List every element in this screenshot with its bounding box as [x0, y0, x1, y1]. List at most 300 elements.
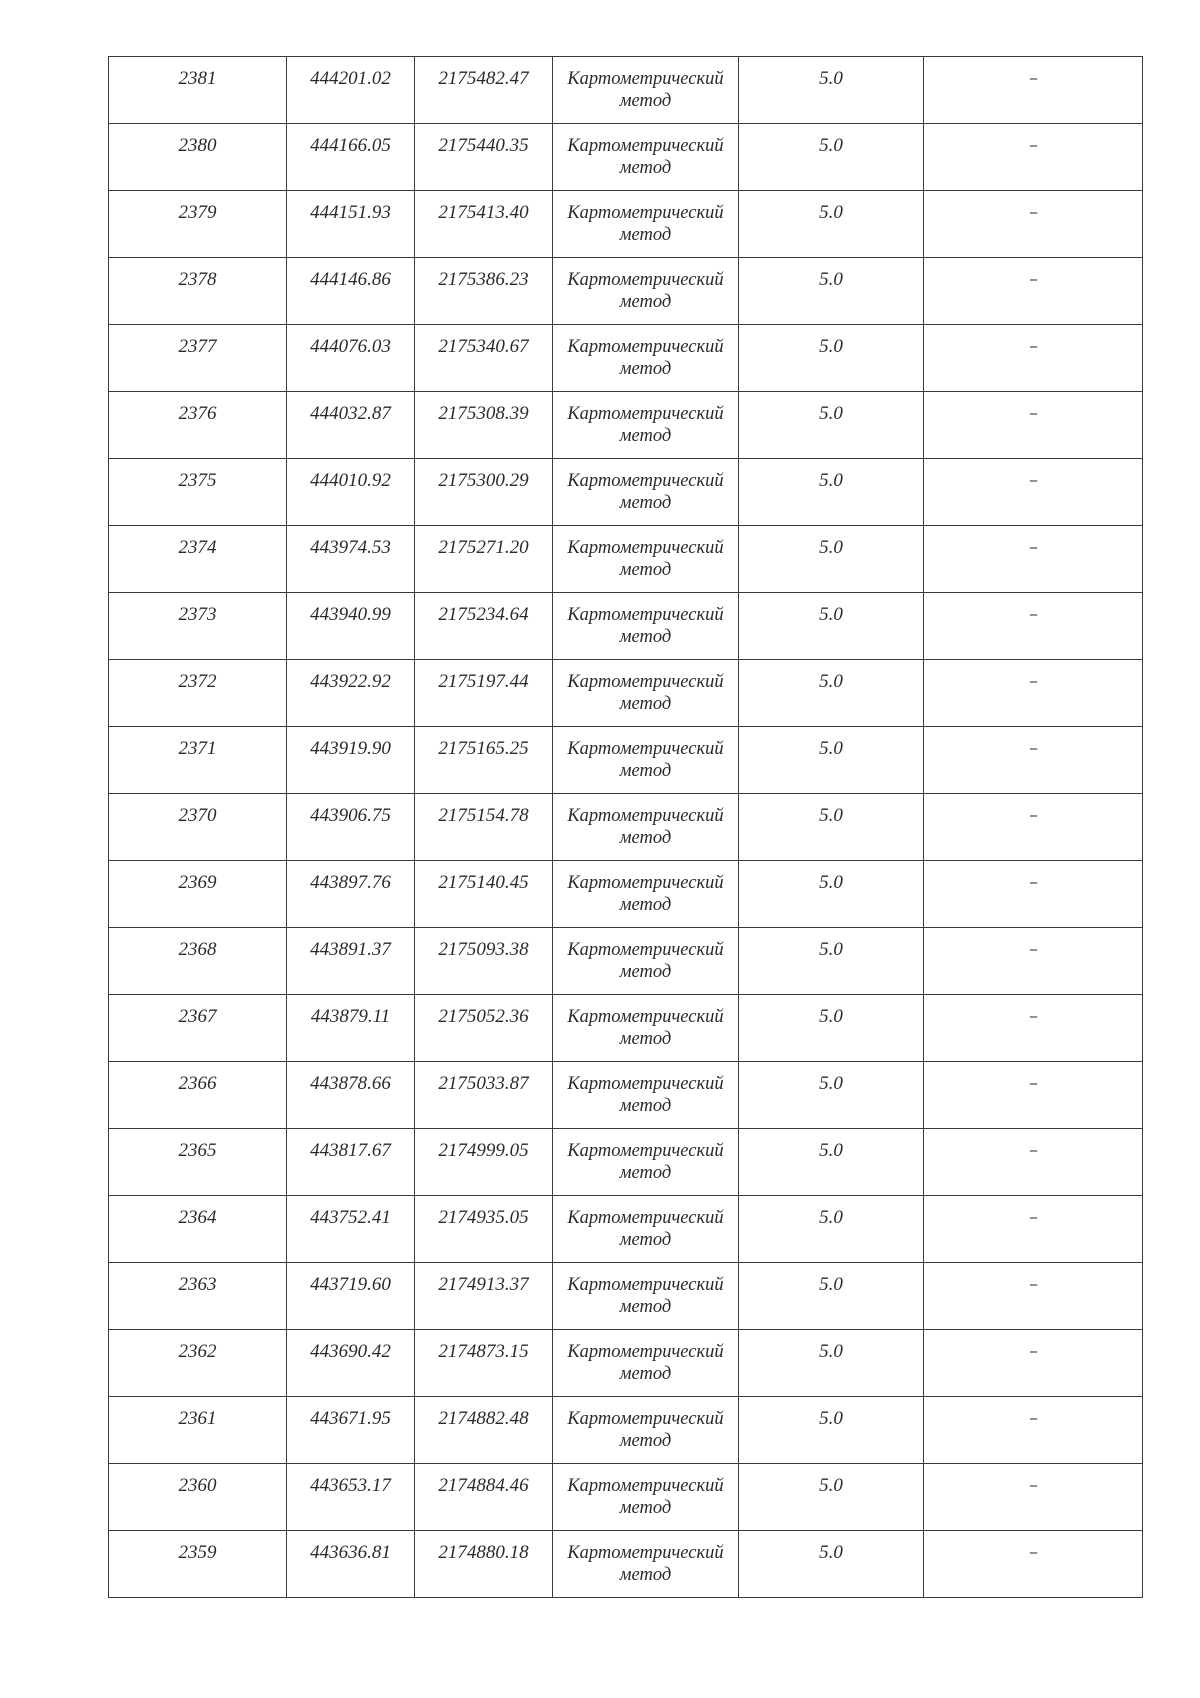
method-cell: [553, 1129, 739, 1196]
method-cell: [553, 928, 739, 995]
point-number-cell-text: 2374: [178, 537, 217, 558]
precision-cell: [739, 660, 924, 727]
y-coordinate-cell: [415, 861, 553, 928]
note-cell: [924, 1464, 1143, 1531]
x-coordinate-cell-text: 444166.05: [310, 135, 391, 156]
point-number-cell-text: 2375: [178, 470, 217, 491]
point-number-cell: [109, 1464, 287, 1531]
method-cell-text: Картометрический метод: [567, 69, 724, 111]
x-coordinate-cell: [287, 1397, 415, 1464]
note-cell: [924, 593, 1143, 660]
note-cell-text: --: [1029, 808, 1037, 823]
point-number-cell: [109, 995, 287, 1062]
precision-cell-text: 5.0: [819, 1274, 843, 1295]
point-number-cell: [109, 124, 287, 191]
point-number-cell-text: 2371: [178, 738, 217, 759]
point-number-cell-text: 2380: [178, 135, 217, 156]
note-cell-text: --: [1029, 1210, 1037, 1225]
x-coordinate-cell-text: 443636.81: [310, 1542, 391, 1563]
y-coordinate-cell: [415, 57, 553, 124]
point-number-cell: [109, 1330, 287, 1397]
x-coordinate-cell-text: 443653.17: [310, 1475, 391, 1496]
y-coordinate-cell-text: 2175440.35: [438, 135, 529, 156]
table-row: [109, 794, 1143, 861]
method-cell: [553, 526, 739, 593]
precision-cell-text: 5.0: [819, 1140, 843, 1161]
point-number-cell-text: 2373: [178, 604, 217, 625]
note-cell: [924, 1531, 1143, 1598]
y-coordinate-cell-text: 2175140.45: [438, 872, 529, 893]
precision-cell-text: 5.0: [819, 403, 843, 424]
precision-cell-text: 5.0: [819, 1542, 843, 1563]
precision-cell: [739, 1464, 924, 1531]
precision-cell: [739, 258, 924, 325]
point-number-cell: [109, 928, 287, 995]
method-cell-text: Картометрический метод: [567, 1074, 724, 1116]
point-number-cell-text: 2360: [178, 1475, 217, 1496]
x-coordinate-cell: [287, 1330, 415, 1397]
precision-cell: [739, 1196, 924, 1263]
method-cell: [553, 1263, 739, 1330]
note-cell: [924, 392, 1143, 459]
x-coordinate-cell: [287, 1531, 415, 1598]
y-coordinate-cell-text: 2175165.25: [438, 738, 529, 759]
point-number-cell-text: 2368: [178, 939, 217, 960]
precision-cell-text: 5.0: [819, 872, 843, 893]
y-coordinate-cell: [415, 1464, 553, 1531]
x-coordinate-cell: [287, 1196, 415, 1263]
method-cell-text: Картометрический метод: [567, 337, 724, 379]
x-coordinate-cell-text: 443671.95: [310, 1408, 391, 1429]
y-coordinate-cell: [415, 526, 553, 593]
y-coordinate-cell-text: 2175093.38: [438, 939, 529, 960]
precision-cell-text: 5.0: [819, 805, 843, 826]
note-cell-text: --: [1029, 138, 1037, 153]
y-coordinate-cell: [415, 593, 553, 660]
method-cell-text: Картометрический метод: [567, 806, 724, 848]
y-coordinate-cell: [415, 1330, 553, 1397]
method-cell: [553, 995, 739, 1062]
table-row: [109, 57, 1143, 124]
y-coordinate-cell-text: 2174913.37: [438, 1274, 529, 1295]
precision-cell: [739, 1263, 924, 1330]
y-coordinate-cell-text: 2175052.36: [438, 1006, 529, 1027]
table-row: [109, 258, 1143, 325]
coordinates-table-body: [109, 57, 1143, 1598]
table-row: [109, 1397, 1143, 1464]
precision-cell-text: 5.0: [819, 604, 843, 625]
method-cell: [553, 1196, 739, 1263]
y-coordinate-cell-text: 2175386.23: [438, 269, 529, 290]
y-coordinate-cell-text: 2174880.18: [438, 1542, 529, 1563]
note-cell: [924, 459, 1143, 526]
note-cell: [924, 1263, 1143, 1330]
precision-cell: [739, 124, 924, 191]
note-cell: [924, 995, 1143, 1062]
x-coordinate-cell-text: 444076.03: [310, 336, 391, 357]
method-cell-text: Картометрический метод: [567, 1342, 724, 1384]
method-cell: [553, 727, 739, 794]
x-coordinate-cell-text: 443719.60: [310, 1274, 391, 1295]
method-cell-text: Картометрический метод: [567, 1409, 724, 1451]
precision-cell-text: 5.0: [819, 738, 843, 759]
note-cell-text: --: [1029, 1411, 1037, 1426]
point-number-cell-text: 2370: [178, 805, 217, 826]
note-cell-text: --: [1029, 1009, 1037, 1024]
table-row: [109, 392, 1143, 459]
table-row: [109, 660, 1143, 727]
note-cell: [924, 794, 1143, 861]
note-cell: [924, 660, 1143, 727]
point-number-cell: [109, 1129, 287, 1196]
point-number-cell: [109, 459, 287, 526]
x-coordinate-cell: [287, 526, 415, 593]
note-cell-text: --: [1029, 272, 1037, 287]
precision-cell-text: 5.0: [819, 269, 843, 290]
precision-cell-text: 5.0: [819, 537, 843, 558]
note-cell: [924, 1129, 1143, 1196]
table-row: [109, 928, 1143, 995]
note-cell-text: --: [1029, 1545, 1037, 1560]
x-coordinate-cell: [287, 727, 415, 794]
precision-cell-text: 5.0: [819, 202, 843, 223]
note-cell: [924, 258, 1143, 325]
x-coordinate-cell-text: 443752.41: [310, 1207, 391, 1228]
method-cell: [553, 593, 739, 660]
x-coordinate-cell: [287, 995, 415, 1062]
method-cell: [553, 258, 739, 325]
precision-cell: [739, 1397, 924, 1464]
point-number-cell-text: 2367: [178, 1006, 217, 1027]
precision-cell: [739, 794, 924, 861]
x-coordinate-cell: [287, 325, 415, 392]
precision-cell-text: 5.0: [819, 336, 843, 357]
x-coordinate-cell-text: 443817.67: [310, 1140, 391, 1161]
y-coordinate-cell: [415, 392, 553, 459]
x-coordinate-cell-text: 443919.90: [310, 738, 391, 759]
point-number-cell-text: 2363: [178, 1274, 217, 1295]
table-row: [109, 1330, 1143, 1397]
point-number-cell: [109, 526, 287, 593]
x-coordinate-cell-text: 443974.53: [310, 537, 391, 558]
method-cell: [553, 392, 739, 459]
method-cell-text: Картометрический метод: [567, 605, 724, 647]
y-coordinate-cell-text: 2175308.39: [438, 403, 529, 424]
table-row: [109, 727, 1143, 794]
y-coordinate-cell-text: 2175482.47: [438, 68, 529, 89]
y-coordinate-cell-text: 2174935.05: [438, 1207, 529, 1228]
precision-cell: [739, 995, 924, 1062]
precision-cell: [739, 861, 924, 928]
y-coordinate-cell: [415, 1196, 553, 1263]
note-cell-text: --: [1029, 339, 1037, 354]
x-coordinate-cell-text: 444010.92: [310, 470, 391, 491]
method-cell: [553, 1062, 739, 1129]
note-cell: [924, 727, 1143, 794]
method-cell: [553, 1464, 739, 1531]
method-cell: [553, 124, 739, 191]
y-coordinate-cell-text: 2175154.78: [438, 805, 529, 826]
point-number-cell: [109, 191, 287, 258]
point-number-cell: [109, 57, 287, 124]
point-number-cell: [109, 660, 287, 727]
table-row: [109, 1062, 1143, 1129]
method-cell: [553, 191, 739, 258]
method-cell: [553, 325, 739, 392]
precision-cell: [739, 392, 924, 459]
method-cell-text: Картометрический метод: [567, 1476, 724, 1518]
y-coordinate-cell: [415, 1531, 553, 1598]
x-coordinate-cell-text: 444201.02: [310, 68, 391, 89]
x-coordinate-cell-text: 444146.86: [310, 269, 391, 290]
x-coordinate-cell: [287, 459, 415, 526]
y-coordinate-cell: [415, 1397, 553, 1464]
point-number-cell: [109, 1531, 287, 1598]
method-cell-text: Картометрический метод: [567, 1007, 724, 1049]
y-coordinate-cell: [415, 191, 553, 258]
table-row: [109, 124, 1143, 191]
method-cell: [553, 1531, 739, 1598]
y-coordinate-cell: [415, 727, 553, 794]
y-coordinate-cell-text: 2175300.29: [438, 470, 529, 491]
method-cell-text: Картометрический метод: [567, 471, 724, 513]
method-cell-text: Картометрический метод: [567, 1543, 724, 1585]
table-row: [109, 1531, 1143, 1598]
x-coordinate-cell-text: 443891.37: [310, 939, 391, 960]
point-number-cell: [109, 861, 287, 928]
point-number-cell-text: 2377: [178, 336, 217, 357]
method-cell: [553, 794, 739, 861]
x-coordinate-cell: [287, 1464, 415, 1531]
method-cell-text: Картометрический метод: [567, 873, 724, 915]
y-coordinate-cell: [415, 124, 553, 191]
table-row: [109, 1464, 1143, 1531]
note-cell-text: --: [1029, 540, 1037, 555]
method-cell: [553, 459, 739, 526]
x-coordinate-cell-text: 444151.93: [310, 202, 391, 223]
precision-cell-text: 5.0: [819, 1207, 843, 1228]
precision-cell: [739, 593, 924, 660]
note-cell-text: --: [1029, 741, 1037, 756]
x-coordinate-cell: [287, 258, 415, 325]
table-row: [109, 1196, 1143, 1263]
precision-cell-text: 5.0: [819, 939, 843, 960]
point-number-cell-text: 2376: [178, 403, 217, 424]
y-coordinate-cell: [415, 794, 553, 861]
precision-cell-text: 5.0: [819, 1073, 843, 1094]
y-coordinate-cell: [415, 1263, 553, 1330]
note-cell: [924, 191, 1143, 258]
y-coordinate-cell-text: 2174999.05: [438, 1140, 529, 1161]
note-cell-text: --: [1029, 1076, 1037, 1091]
note-cell: [924, 1196, 1143, 1263]
method-cell-text: Картометрический метод: [567, 940, 724, 982]
point-number-cell: [109, 727, 287, 794]
y-coordinate-cell: [415, 1062, 553, 1129]
note-cell-text: --: [1029, 1478, 1037, 1493]
note-cell-text: --: [1029, 674, 1037, 689]
method-cell-text: Картометрический метод: [567, 270, 724, 312]
point-number-cell-text: 2362: [178, 1341, 217, 1362]
table-row: [109, 1263, 1143, 1330]
precision-cell: [739, 459, 924, 526]
note-cell-text: --: [1029, 1277, 1037, 1292]
precision-cell-text: 5.0: [819, 1341, 843, 1362]
method-cell: [553, 1397, 739, 1464]
point-number-cell-text: 2361: [178, 1408, 217, 1429]
note-cell-text: --: [1029, 71, 1037, 86]
precision-cell: [739, 1129, 924, 1196]
note-cell-text: --: [1029, 875, 1037, 890]
y-coordinate-cell-text: 2175234.64: [438, 604, 529, 625]
y-coordinate-cell: [415, 459, 553, 526]
x-coordinate-cell: [287, 392, 415, 459]
note-cell: [924, 124, 1143, 191]
method-cell-text: Картометрический метод: [567, 1208, 724, 1250]
point-number-cell-text: 2378: [178, 269, 217, 290]
y-coordinate-cell-text: 2174873.15: [438, 1341, 529, 1362]
method-cell-text: Картометрический метод: [567, 739, 724, 781]
y-coordinate-cell-text: 2174884.46: [438, 1475, 529, 1496]
table-row: [109, 459, 1143, 526]
method-cell-text: Картометрический метод: [567, 1141, 724, 1183]
point-number-cell: [109, 794, 287, 861]
table-row: [109, 325, 1143, 392]
point-number-cell: [109, 593, 287, 660]
point-number-cell-text: 2379: [178, 202, 217, 223]
precision-cell: [739, 1330, 924, 1397]
method-cell: [553, 660, 739, 727]
precision-cell: [739, 191, 924, 258]
x-coordinate-cell-text: 443940.99: [310, 604, 391, 625]
method-cell-text: Картометрический метод: [567, 538, 724, 580]
method-cell-text: Картометрический метод: [567, 136, 724, 178]
x-coordinate-cell-text: 443922.92: [310, 671, 391, 692]
x-coordinate-cell: [287, 928, 415, 995]
precision-cell: [739, 526, 924, 593]
x-coordinate-cell-text: 443690.42: [310, 1341, 391, 1362]
method-cell: [553, 57, 739, 124]
point-number-cell-text: 2369: [178, 872, 217, 893]
note-cell: [924, 1397, 1143, 1464]
point-number-cell: [109, 258, 287, 325]
x-coordinate-cell-text: 443879.11: [310, 1006, 391, 1027]
method-cell-text: Картометрический метод: [567, 672, 724, 714]
y-coordinate-cell-text: 2175271.20: [438, 537, 529, 558]
note-cell-text: --: [1029, 1143, 1037, 1158]
point-number-cell: [109, 1263, 287, 1330]
y-coordinate-cell-text: 2175197.44: [438, 671, 529, 692]
note-cell: [924, 57, 1143, 124]
method-cell-text: Картометрический метод: [567, 203, 724, 245]
precision-cell-text: 5.0: [819, 1408, 843, 1429]
y-coordinate-cell-text: 2175033.87: [438, 1073, 529, 1094]
x-coordinate-cell: [287, 593, 415, 660]
x-coordinate-cell-text: 443906.75: [310, 805, 391, 826]
y-coordinate-cell: [415, 995, 553, 1062]
point-number-cell-text: 2359: [178, 1542, 217, 1563]
x-coordinate-cell: [287, 1129, 415, 1196]
note-cell: [924, 1330, 1143, 1397]
note-cell: [924, 928, 1143, 995]
point-number-cell-text: 2365: [178, 1140, 217, 1161]
y-coordinate-cell-text: 2175340.67: [438, 336, 529, 357]
y-coordinate-cell-text: 2174882.48: [438, 1408, 529, 1429]
point-number-cell: [109, 1196, 287, 1263]
y-coordinate-cell: [415, 325, 553, 392]
point-number-cell: [109, 1062, 287, 1129]
note-cell: [924, 325, 1143, 392]
note-cell: [924, 1062, 1143, 1129]
x-coordinate-cell: [287, 57, 415, 124]
x-coordinate-cell-text: 444032.87: [310, 403, 391, 424]
note-cell: [924, 861, 1143, 928]
note-cell-text: --: [1029, 942, 1037, 957]
x-coordinate-cell: [287, 861, 415, 928]
table-row: [109, 191, 1143, 258]
y-coordinate-cell: [415, 258, 553, 325]
precision-cell: [739, 325, 924, 392]
coordinates-table: [108, 56, 1143, 1598]
point-number-cell: [109, 325, 287, 392]
point-number-cell: [109, 1397, 287, 1464]
note-cell: [924, 526, 1143, 593]
method-cell-text: Картометрический метод: [567, 404, 724, 446]
x-coordinate-cell: [287, 660, 415, 727]
y-coordinate-cell-text: 2175413.40: [438, 202, 529, 223]
x-coordinate-cell: [287, 794, 415, 861]
x-coordinate-cell: [287, 191, 415, 258]
x-coordinate-cell: [287, 124, 415, 191]
table-row: [109, 861, 1143, 928]
point-number-cell-text: 2366: [178, 1073, 217, 1094]
method-cell: [553, 861, 739, 928]
precision-cell-text: 5.0: [819, 135, 843, 156]
y-coordinate-cell: [415, 928, 553, 995]
table-row: [109, 526, 1143, 593]
x-coordinate-cell-text: 443897.76: [310, 872, 391, 893]
point-number-cell-text: 2372: [178, 671, 217, 692]
precision-cell: [739, 928, 924, 995]
x-coordinate-cell: [287, 1062, 415, 1129]
note-cell-text: --: [1029, 607, 1037, 622]
precision-cell-text: 5.0: [819, 68, 843, 89]
note-cell-text: --: [1029, 205, 1037, 220]
precision-cell: [739, 1531, 924, 1598]
x-coordinate-cell: [287, 1263, 415, 1330]
y-coordinate-cell: [415, 1129, 553, 1196]
note-cell-text: --: [1029, 473, 1037, 488]
precision-cell-text: 5.0: [819, 1006, 843, 1027]
table-row: [109, 1129, 1143, 1196]
precision-cell-text: 5.0: [819, 470, 843, 491]
note-cell-text: --: [1029, 406, 1037, 421]
method-cell-text: Картометрический метод: [567, 1275, 724, 1317]
precision-cell-text: 5.0: [819, 671, 843, 692]
table-row: [109, 593, 1143, 660]
method-cell: [553, 1330, 739, 1397]
point-number-cell-text: 2364: [178, 1207, 217, 1228]
point-number-cell-text: 2381: [178, 68, 217, 89]
y-coordinate-cell: [415, 660, 553, 727]
note-cell-text: --: [1029, 1344, 1037, 1359]
point-number-cell: [109, 392, 287, 459]
precision-cell: [739, 1062, 924, 1129]
table-row: [109, 995, 1143, 1062]
precision-cell-text: 5.0: [819, 1475, 843, 1496]
precision-cell: [739, 727, 924, 794]
x-coordinate-cell-text: 443878.66: [310, 1073, 391, 1094]
